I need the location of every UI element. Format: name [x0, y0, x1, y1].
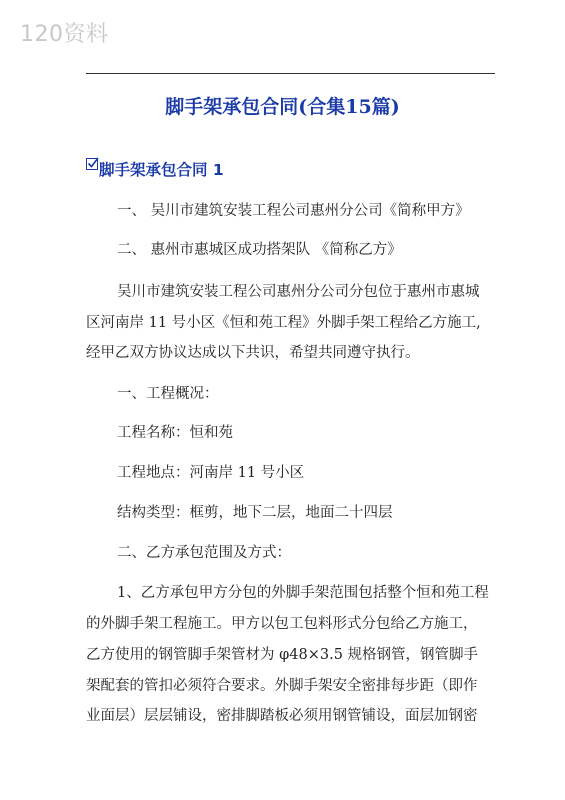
document-title: 脚手架承包合同(合集15篇) — [165, 96, 400, 118]
header-divider — [86, 73, 495, 74]
project-location-line: 工程地点：河南岸 11 号小区 — [117, 465, 305, 481]
section-label: 二、乙方承包范围及方式： — [117, 545, 291, 561]
section-heading-text: 脚手架承包合同 1 — [99, 161, 224, 179]
paragraph-line: 区河南岸 11 号小区《恒和苑工程》外脚手架工程给乙方施工, — [86, 315, 481, 331]
party-b-line: 二、 惠州市惠城区成功搭架队 《简称乙方》 — [117, 242, 402, 258]
section-label: 一、工程概况： — [117, 386, 219, 402]
watermark: 120资料 — [20, 22, 109, 47]
project-name-line: 工程名称：恒和苑 — [117, 425, 233, 441]
party-a-line: 一、 吴川市建筑安装工程公司惠州分公司《简称甲方》 — [117, 203, 470, 219]
paragraph-line: 架配套的管扣必须符合要求。外脚手架安全密排每步距（即作 — [86, 678, 478, 694]
section-heading — [86, 158, 224, 180]
checkbox-checked-icon — [86, 158, 98, 170]
paragraph-line: 经甲乙双方协议达成以下共识，希望共同遵守执行。 — [86, 345, 420, 361]
paragraph-line: 的外脚手架工程施工。甲方以包工包料形式分包给乙方施工， — [86, 616, 478, 632]
structure-type-line: 结构类型：框剪，地下二层，地面二十四层 — [117, 505, 393, 521]
paragraph-line: 吴川市建筑安装工程公司惠州分公司分包位于惠州市惠城 — [117, 284, 480, 300]
paragraph-line: 业面层）层层铺设，密排脚踏板必须用钢管铺设，面层加钢密 — [86, 708, 478, 724]
paragraph-line: 乙方使用的钢管脚手架管材为 φ48×3.5 规格钢管，钢管脚手 — [86, 647, 479, 663]
paragraph-line: 1、乙方承包甲方分包的外脚手架范围包括整个恒和苑工程 — [117, 585, 489, 601]
